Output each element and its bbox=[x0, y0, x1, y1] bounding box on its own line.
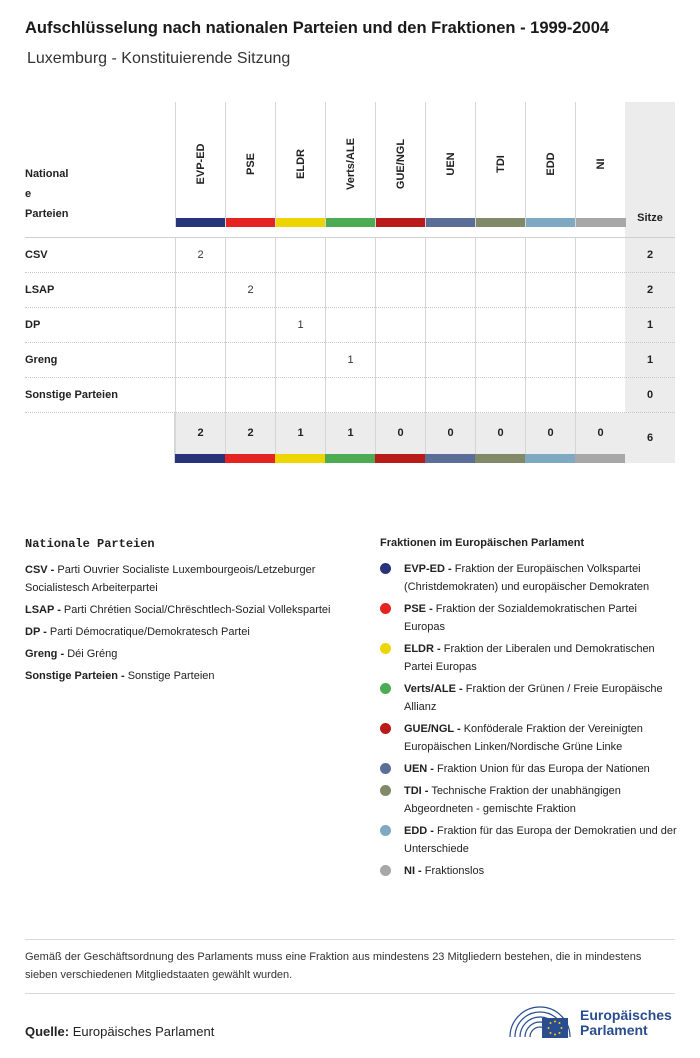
column-total: 0 bbox=[375, 413, 425, 454]
seat-cell bbox=[225, 343, 275, 378]
party-legend-item bbox=[25, 601, 360, 619]
party-full-name: Parti Chrétien Social/Chrëschtlech-Sozial Vollekspartei bbox=[63, 604, 331, 616]
row-total: 0 bbox=[646, 389, 654, 401]
group-header-label: PSE bbox=[244, 152, 257, 176]
column-total: 0 bbox=[525, 413, 575, 454]
party-name: CSV bbox=[25, 249, 48, 261]
seat-cell: 1 bbox=[325, 343, 375, 378]
seat-cell bbox=[425, 378, 475, 413]
group-header-row bbox=[175, 102, 625, 227]
column-total: 1 bbox=[325, 413, 375, 454]
group-header-gue-ngl bbox=[375, 102, 425, 227]
group-color-bar bbox=[576, 218, 626, 227]
source-label: Quelle: bbox=[25, 1024, 70, 1039]
group-header-label: EDD bbox=[544, 152, 557, 176]
group-full-name: Fraktionslos bbox=[424, 865, 485, 877]
group-color-bar bbox=[176, 218, 226, 227]
group-header-label: UEN bbox=[444, 152, 457, 176]
group-legend-item bbox=[380, 782, 680, 818]
group-header-ni bbox=[575, 102, 625, 227]
footnote: Gemäß der Geschäftsordnung des Parlaments muss eine Fraktion aus mindestens 23 Mitgliedern bestehen, die in mindestens sieben verschiedenen Mitgliedstaaten gewählt wurden. bbox=[25, 951, 642, 981]
table-row bbox=[25, 308, 675, 343]
group-color-bar bbox=[575, 454, 625, 463]
group-color-bar bbox=[225, 454, 275, 463]
column-total: 0 bbox=[475, 413, 525, 454]
group-header-label: TDI bbox=[494, 155, 507, 173]
group-legend-item bbox=[380, 862, 680, 880]
group-abbreviation: GUE/NGL - bbox=[404, 723, 461, 735]
group-header-label: ELDR bbox=[294, 149, 307, 179]
group-legend-title: Fraktionen im Europäischen Parlament bbox=[380, 537, 585, 549]
logo-text bbox=[580, 1008, 672, 1038]
seat-cell bbox=[375, 273, 425, 308]
group-color-bar bbox=[476, 218, 526, 227]
seat-cell: 2 bbox=[175, 238, 225, 273]
group-legend bbox=[380, 537, 680, 884]
source-line bbox=[25, 1024, 214, 1039]
party-name: LSAP bbox=[25, 284, 55, 296]
party-full-name: Parti Ouvrier Socialiste Luxembourgeois/Letzeburger Socialistesch Arbeiterpartei bbox=[25, 564, 316, 594]
seat-cell bbox=[175, 308, 225, 343]
party-legend-item bbox=[25, 561, 360, 597]
seat-cell bbox=[375, 308, 425, 343]
group-legend-item bbox=[380, 822, 680, 858]
seat-cell bbox=[475, 238, 525, 273]
group-full-name: Fraktion der Europäischen Volkspartei (Christdemokraten) und europäischer Demokraten bbox=[404, 563, 650, 593]
group-abbreviation: ELDR - bbox=[404, 643, 441, 655]
group-color-bar bbox=[175, 454, 225, 463]
seat-cell bbox=[175, 343, 225, 378]
seat-cell: 2 bbox=[225, 273, 275, 308]
party-name: Sonstige Parteien bbox=[25, 389, 118, 401]
group-full-name: Fraktion für das Europa der Demokratien und der Unterschiede bbox=[404, 825, 677, 855]
seat-cell bbox=[175, 273, 225, 308]
seat-cell bbox=[425, 308, 475, 343]
group-legend-item bbox=[380, 760, 680, 778]
column-total: 0 bbox=[425, 413, 475, 454]
row-header-line: e bbox=[25, 188, 32, 200]
seat-cell bbox=[375, 238, 425, 273]
color-dot-icon bbox=[380, 723, 391, 734]
color-dot-icon bbox=[380, 763, 391, 774]
group-full-name: Fraktion der Liberalen und Demokratischen Partei Europas bbox=[404, 643, 655, 673]
party-name: Greng bbox=[25, 354, 58, 366]
group-legend-item bbox=[380, 680, 680, 716]
group-header-pse bbox=[225, 102, 275, 227]
seat-cell bbox=[175, 378, 225, 413]
european-parliament-logo bbox=[508, 1002, 676, 1042]
seat-cell bbox=[525, 238, 575, 273]
party-name: DP bbox=[25, 319, 41, 331]
seat-cell: 1 bbox=[275, 308, 325, 343]
seat-cell bbox=[475, 378, 525, 413]
seat-cell bbox=[475, 308, 525, 343]
group-header-label: GUE/NGL bbox=[394, 138, 407, 190]
party-legend-item bbox=[25, 667, 360, 685]
seat-cell bbox=[325, 308, 375, 343]
party-legend-item bbox=[25, 623, 360, 641]
group-color-bar bbox=[226, 218, 276, 227]
seat-cell bbox=[575, 378, 625, 413]
group-abbreviation: NI - bbox=[404, 865, 422, 877]
group-color-bar bbox=[475, 454, 525, 463]
group-color-bar bbox=[526, 218, 576, 227]
party-full-name: Sonstige Parteien bbox=[127, 670, 215, 682]
group-full-name: Fraktion der Sozialdemokratischen Partei Europas bbox=[404, 603, 637, 633]
divider bbox=[25, 993, 675, 994]
color-dot-icon bbox=[380, 785, 391, 796]
group-header-edd bbox=[525, 102, 575, 227]
group-legend-item bbox=[380, 600, 680, 636]
table-row bbox=[25, 378, 675, 413]
total-header: Sitze bbox=[637, 212, 663, 224]
color-dot-icon bbox=[380, 825, 391, 836]
group-header-label: EVP-ED bbox=[194, 143, 207, 185]
color-dot-icon bbox=[380, 683, 391, 694]
party-abbreviation: CSV - bbox=[25, 564, 55, 576]
group-abbreviation: Verts/ALE - bbox=[404, 683, 463, 695]
row-header bbox=[25, 164, 68, 224]
group-header-verts-ale bbox=[325, 102, 375, 227]
grand-total: 6 bbox=[646, 432, 654, 444]
logo-line-2: Parlament bbox=[580, 1022, 648, 1038]
party-legend bbox=[25, 537, 360, 689]
group-full-name: Technische Fraktion der unabhängigen Abgeordneten - gemischte Fraktion bbox=[404, 785, 621, 815]
group-legend-item bbox=[380, 640, 680, 676]
group-header-label: Verts/ALE bbox=[344, 138, 357, 190]
row-total: 2 bbox=[646, 284, 654, 296]
european-parliament-logo-icon bbox=[508, 1004, 572, 1040]
page-subtitle: Luxemburg - Konstituierende Sitzung bbox=[27, 50, 291, 67]
group-full-name: Fraktion der Grünen / Freie Europäische Allianz bbox=[404, 683, 663, 713]
group-color-bar bbox=[525, 454, 575, 463]
column-total: 1 bbox=[275, 413, 325, 454]
color-dot-icon bbox=[380, 865, 391, 876]
group-color-bar bbox=[376, 218, 426, 227]
party-abbreviation: LSAP - bbox=[25, 604, 61, 616]
party-abbreviation: DP - bbox=[25, 626, 47, 638]
seat-cell bbox=[325, 378, 375, 413]
logo-line-1: Europäisches bbox=[580, 1007, 672, 1023]
row-total: 1 bbox=[646, 354, 654, 366]
group-color-bar bbox=[425, 454, 475, 463]
group-legend-item bbox=[380, 720, 680, 756]
color-dot-icon bbox=[380, 643, 391, 654]
table-row bbox=[25, 273, 675, 308]
column-totals-row bbox=[175, 413, 625, 454]
seat-cell bbox=[575, 273, 625, 308]
seat-cell bbox=[575, 343, 625, 378]
seat-cell bbox=[525, 308, 575, 343]
group-header-eldr bbox=[275, 102, 325, 227]
source-value: Europäisches Parlament bbox=[72, 1024, 215, 1039]
group-color-bar bbox=[325, 454, 375, 463]
seat-cell bbox=[325, 238, 375, 273]
group-color-bar bbox=[426, 218, 476, 227]
color-dot-icon bbox=[380, 603, 391, 614]
column-total: 2 bbox=[225, 413, 275, 454]
divider bbox=[25, 939, 675, 940]
party-legend-title: Nationale Parteien bbox=[25, 537, 155, 551]
seat-cell bbox=[575, 308, 625, 343]
party-full-name: Déi Gréng bbox=[67, 648, 118, 660]
seat-cell bbox=[575, 238, 625, 273]
group-abbreviation: TDI - bbox=[404, 785, 429, 797]
seat-cell bbox=[325, 273, 375, 308]
party-abbreviation: Sonstige Parteien - bbox=[25, 670, 125, 682]
seat-cell bbox=[275, 378, 325, 413]
group-header-uen bbox=[425, 102, 475, 227]
seat-cell bbox=[475, 343, 525, 378]
seat-cell bbox=[425, 238, 475, 273]
row-total: 1 bbox=[646, 319, 654, 331]
party-legend-item bbox=[25, 645, 360, 663]
group-abbreviation: UEN - bbox=[404, 763, 434, 775]
page-title: Aufschlüsselung nach nationalen Parteien und den Fraktionen - 1999-2004 bbox=[25, 19, 610, 37]
seat-cell bbox=[225, 308, 275, 343]
seat-cell bbox=[225, 378, 275, 413]
column-total: 0 bbox=[575, 413, 625, 454]
color-dot-icon bbox=[380, 563, 391, 574]
table-row bbox=[25, 238, 675, 273]
group-header-evp-ed bbox=[175, 102, 225, 227]
seat-cell bbox=[375, 378, 425, 413]
group-color-bar bbox=[276, 218, 326, 227]
seat-cell bbox=[475, 273, 525, 308]
row-header-line: National bbox=[25, 168, 69, 180]
group-full-name: Konföderale Fraktion der Vereinigten Europäischen Linken/Nordische Grüne Linke bbox=[404, 723, 643, 753]
seat-cell bbox=[525, 343, 575, 378]
group-abbreviation: EVP-ED - bbox=[404, 563, 452, 575]
row-total: 2 bbox=[646, 249, 654, 261]
party-abbreviation: Greng - bbox=[25, 648, 65, 660]
seat-cell bbox=[375, 343, 425, 378]
group-color-bar bbox=[326, 218, 376, 227]
group-header-tdi bbox=[475, 102, 525, 227]
group-legend-item bbox=[380, 560, 680, 596]
seat-cell bbox=[225, 238, 275, 273]
seat-cell bbox=[425, 343, 475, 378]
seat-cell bbox=[275, 273, 325, 308]
seat-cell bbox=[275, 343, 325, 378]
party-full-name: Parti Démocratique/Demokratesch Partei bbox=[49, 626, 250, 638]
column-total: 2 bbox=[175, 413, 225, 454]
group-abbreviation: EDD - bbox=[404, 825, 434, 837]
seat-cell bbox=[425, 273, 475, 308]
table-row bbox=[25, 343, 675, 378]
row-header-line: Parteien bbox=[25, 208, 69, 220]
group-color-bar bbox=[375, 454, 425, 463]
seat-cell bbox=[275, 238, 325, 273]
seat-cell bbox=[525, 273, 575, 308]
group-color-bar bbox=[275, 454, 325, 463]
group-full-name: Fraktion Union für das Europa der Nationen bbox=[437, 763, 650, 775]
group-header-label: NI bbox=[594, 158, 607, 170]
group-abbreviation: PSE - bbox=[404, 603, 433, 615]
seat-cell bbox=[525, 378, 575, 413]
